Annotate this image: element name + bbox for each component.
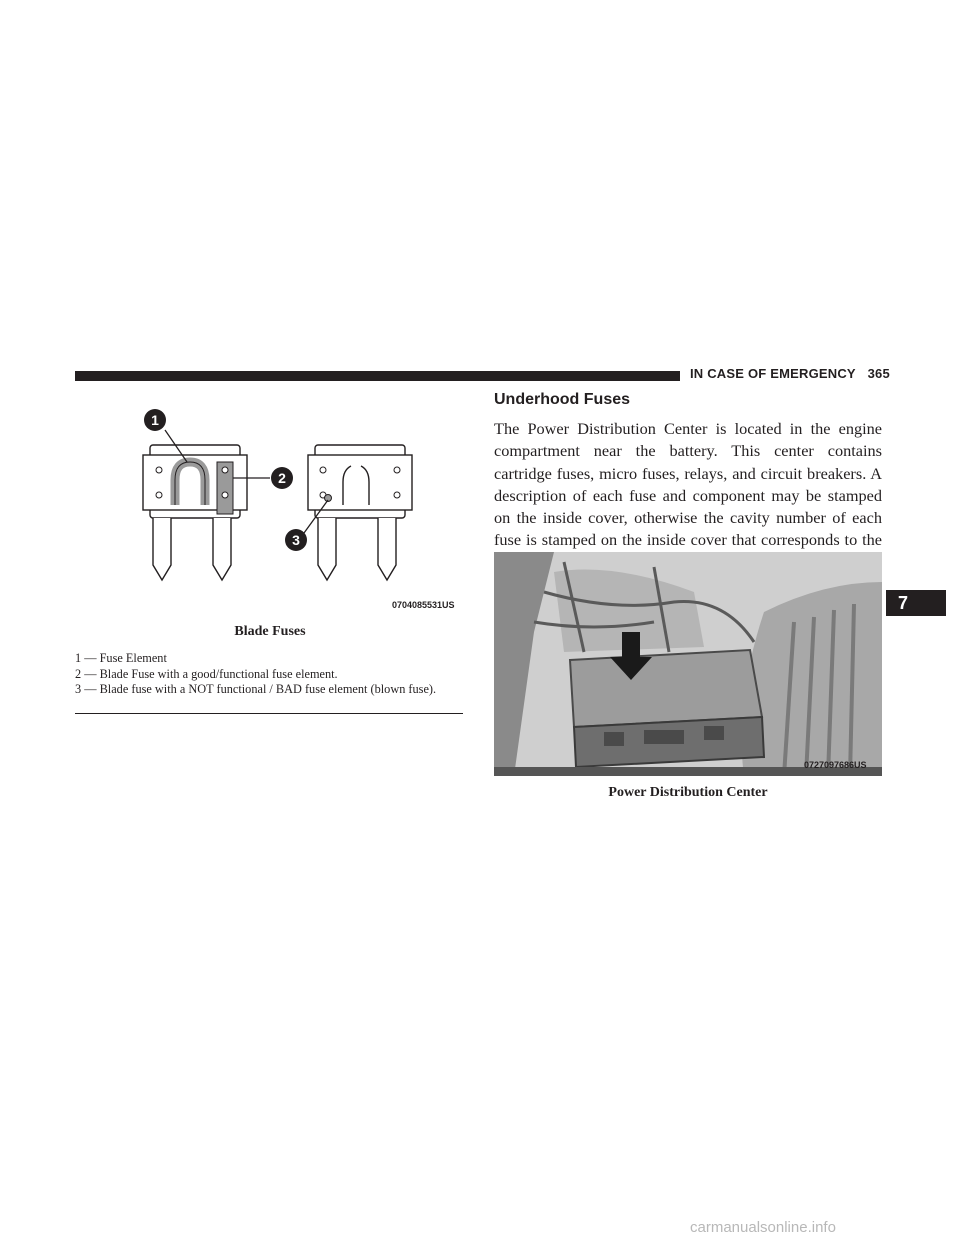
callout-3-label: 3 [292,532,300,548]
fuse-blade-right-blown [378,518,396,580]
callout-2-label: 2 [278,470,286,486]
legend-item-3: 3 — Blade fuse with a NOT functional / BAD fuse element (blown fuse). [75,682,437,696]
section-heading: Underhood Fuses [494,391,631,408]
fuse-blade-left-good [153,518,171,580]
legend-divider [75,713,463,714]
header-rule [75,371,680,381]
fuse-blade-right-good [213,518,231,580]
figure-legend [75,651,465,698]
watermark: carmanualsonline.info [690,1219,836,1236]
callout-1-label: 1 [151,412,159,428]
fuse-shoulder-blown [308,455,412,510]
power-distribution-center-photo [494,552,882,776]
figure-code-right: 0727097686US [804,760,867,770]
fuse-blade-left-blown [318,518,336,580]
blade-fuses-illustration [75,400,465,615]
header-section-title: IN CASE OF EMERGENCY [690,366,856,381]
figure-caption-left: Blade Fuses [234,624,306,639]
page-number: 365 [867,366,890,381]
legend-item-1: 1 — Fuse Element [75,651,167,665]
running-header [690,366,890,381]
legend-item-2: 2 — Blade Fuse with a good/functional fuse element. [75,666,338,681]
section-paragraph: The Power Distribution Center is located in the engine compartment near the battery. This center contains cartridge fuses, micro fuses, relays, and circuit breakers. A description of each fuse and component may be stamped on the inside cover, otherwise the cavity number of each fuse is stamped on the inside cover that corresponds to the [494,419,882,550]
figure-caption-right: Power Distribution Center [608,785,768,800]
figure-code-left: 0704085531US [392,600,455,610]
chapter-tab: 7 [886,590,946,616]
pdc-cover [570,650,762,727]
